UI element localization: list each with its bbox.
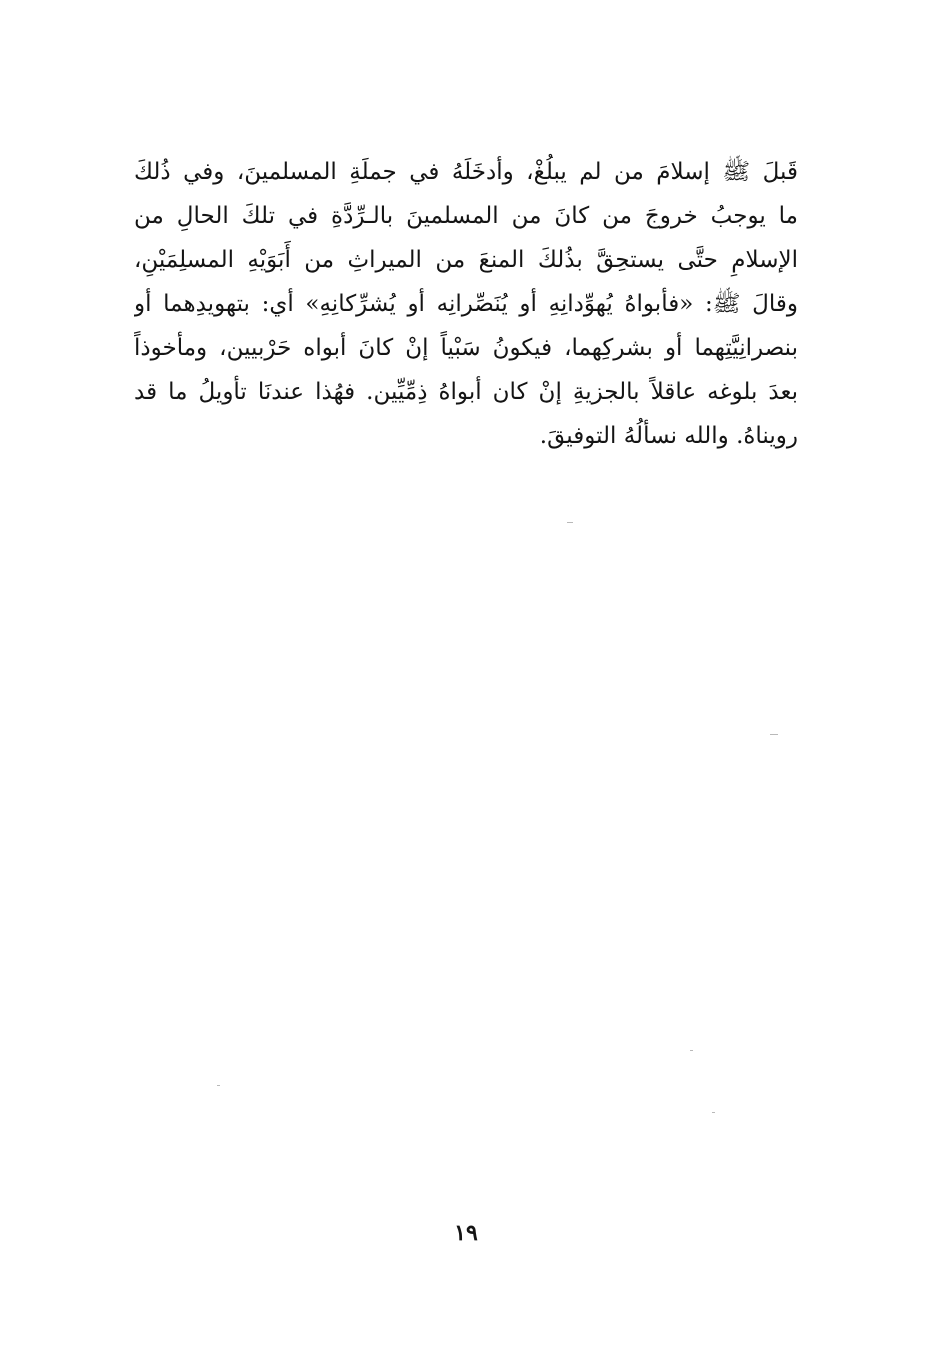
body-text bbox=[134, 150, 798, 458]
scan-speck bbox=[567, 522, 573, 523]
text-line: رويناهُ. والله نسألُهُ التوفيقَ. bbox=[539, 423, 798, 449]
text-line: ما يوجبُ خروجَ من كانَ من المسلمينَ بالـرِّدَّةِ في تلكَ الحالِ من bbox=[134, 203, 798, 229]
text-line: وقالَ ﷺ: «فأبواهُ يُهوِّدانِهِ أو يُنَصِّرانِه أو يُشرِّكانِهِ» أي: بتهويدِهما أو bbox=[134, 291, 798, 317]
text-line: بعدَ بلوغه عاقلاً بالجزيةِ إنْ كان أبواهُ ذِمِّيِّين. فهُذا عندنَا تأويلُ ما قد bbox=[134, 379, 798, 405]
scan-speck bbox=[712, 1112, 715, 1113]
text-line: بنصرانِيَّتِهما أو بشركِهما، فيكونُ سَبْياً إنْ كانَ أبواه حَرْبيين، ومأخوذاً bbox=[134, 335, 798, 361]
scan-speck bbox=[690, 1050, 693, 1051]
text-line: الإسلامِ حتَّى يستحِقَّ بذُلكَ المنعَ من الميراثِ من أَبَوَيْهِ المسلِمَيْنِ، bbox=[134, 247, 798, 273]
scan-speck bbox=[770, 734, 778, 735]
text-line: قَبلَ ﷺ إسلامَ من لم يبلُغْ، وأدخَلَهُ في جملَةِ المسلمينَ، وفي ذُلكَ bbox=[134, 159, 798, 185]
scan-speck bbox=[217, 1085, 220, 1086]
page-number: ١٩ bbox=[454, 1220, 478, 1246]
